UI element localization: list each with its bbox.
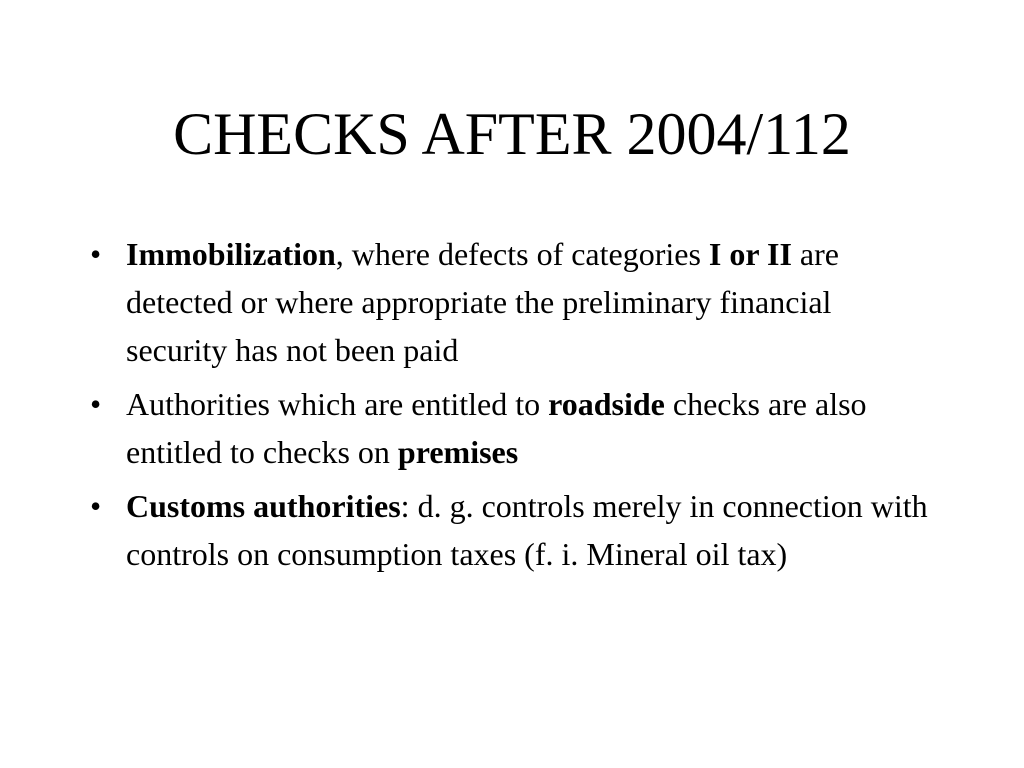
bullet-text: , where defects of categories	[335, 236, 709, 272]
bullet-dot-icon: •	[90, 386, 102, 422]
bullet-bold-text: Immobilization	[126, 236, 336, 272]
bullet-item-authorities	[90, 380, 940, 476]
bullet-bold-text: roadside	[548, 386, 665, 422]
slide-title: CHECKS AFTER 2004/112	[173, 101, 851, 167]
bullet-dot-icon: •	[90, 236, 102, 272]
bullet-item-immobilization	[90, 230, 940, 374]
bullet-text: Authorities which are entitled to	[126, 386, 549, 422]
bullet-text: : d. g. controls merely in connection with controls on consumption taxes (f. i. Mineral oil tax)	[126, 488, 928, 572]
bullet-bold-text: premises	[397, 434, 519, 470]
bullet-text: are detected or where appropriate the preliminary financial security has not been paid	[126, 236, 839, 368]
bullet-bold-text: I or II	[708, 236, 792, 272]
bullet-text: checks are also entitled to checks on	[126, 386, 867, 470]
bullet-list	[90, 230, 940, 584]
bullet-dot-icon: •	[90, 488, 102, 524]
bullet-bold-text: Customs authorities	[126, 488, 401, 524]
bullet-item-customs	[90, 482, 940, 578]
